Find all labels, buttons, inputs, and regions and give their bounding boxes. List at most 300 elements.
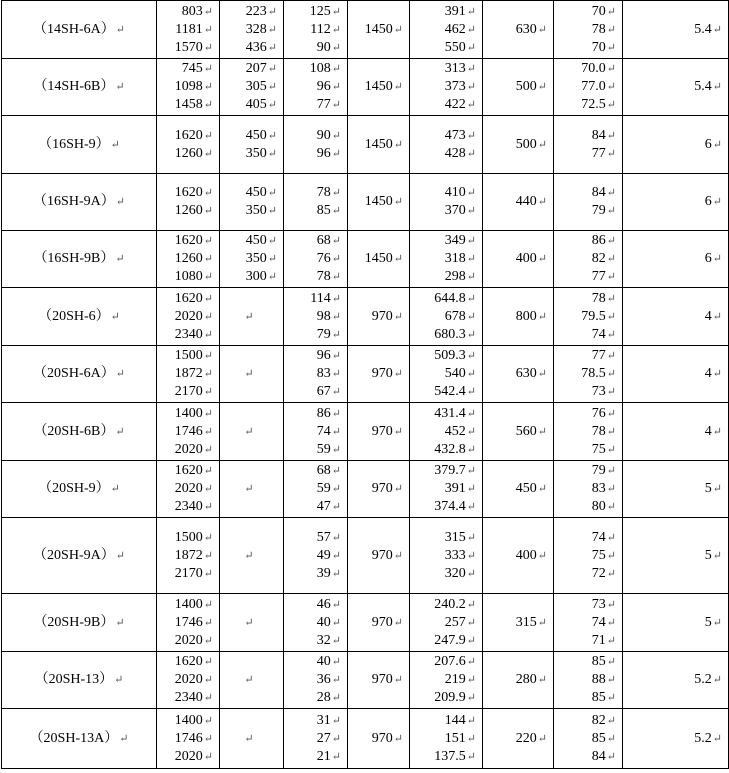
paragraph-mark-icon: ↵	[606, 271, 616, 283]
model-cell-text: （20SH-13A）	[29, 730, 119, 746]
head-cell-value	[284, 383, 341, 401]
efficiency-cell-value	[554, 145, 616, 163]
table-body	[2, 1, 729, 769]
flow-ls-cell-text: 450	[245, 185, 267, 200]
paragraph-mark-icon: ↵	[331, 407, 341, 420]
power-cell-value	[410, 60, 476, 78]
power-cell	[410, 652, 483, 709]
paragraph-mark-icon: ↵	[537, 732, 547, 745]
model-cell-text: （20SH-6B）	[33, 423, 115, 439]
head-cell	[284, 461, 348, 518]
paragraph-mark-icon: ↵	[203, 205, 213, 217]
flow-m3h-cell-value	[157, 614, 213, 632]
npsh-cell-value	[623, 365, 722, 383]
efficiency-cell-text: 77	[591, 269, 606, 284]
motor-power-cell	[483, 403, 554, 461]
efficiency-cell	[554, 288, 623, 346]
head-cell-text: 40	[316, 654, 331, 669]
paragraph-mark-icon: ↵	[606, 598, 616, 611]
power-cell-text: 207.6	[434, 654, 466, 669]
paragraph-mark-icon: ↵	[203, 483, 213, 495]
motor-power-cell	[483, 518, 554, 594]
efficiency-cell	[554, 594, 623, 652]
npsh-cell-value	[623, 78, 722, 96]
paragraph-mark-icon: ↵	[606, 674, 616, 686]
table-row	[2, 346, 729, 403]
paragraph-mark-icon: ↵	[606, 41, 616, 54]
model-cell	[2, 594, 157, 652]
power-cell-text: 151	[444, 730, 466, 746]
power-cell-value	[410, 614, 476, 632]
flow-m3h-cell-value	[157, 596, 213, 614]
paragraph-mark-icon: ↵	[331, 350, 341, 362]
paragraph-mark-icon: ↵	[203, 23, 213, 36]
power-cell-text: 431.4	[434, 405, 466, 421]
paragraph-mark-icon: ↵	[331, 205, 341, 217]
head-cell-text: 96	[316, 145, 331, 161]
paragraph-mark-icon: ↵	[606, 714, 616, 727]
efficiency-cell-text: 84	[591, 127, 606, 143]
power-cell-value	[410, 127, 476, 145]
paragraph-mark-icon: ↵	[466, 598, 476, 611]
flow-m3h-cell-text: 803	[181, 3, 203, 19]
npsh-cell-text: 5.2	[694, 730, 712, 746]
flow-ls-cell-value	[220, 184, 277, 202]
flow-ls-cell	[220, 403, 284, 461]
head-cell-text: 57	[316, 529, 331, 545]
head-cell-text: 21	[316, 748, 331, 764]
head-cell-text: 47	[316, 499, 331, 514]
efficiency-cell-value	[554, 202, 616, 220]
flow-m3h-cell-text: 1620	[174, 290, 203, 306]
flow-m3h-cell-value	[157, 748, 213, 766]
paragraph-mark-icon: ↵	[466, 147, 476, 160]
paragraph-mark-icon: ↵	[712, 616, 722, 629]
efficiency-cell-text: 74	[591, 326, 606, 342]
paragraph-mark-icon: ↵	[537, 253, 547, 265]
paragraph-mark-icon: ↵	[393, 23, 403, 36]
head-cell-text: 46	[316, 596, 331, 612]
motor-power-cell-value	[483, 671, 547, 689]
power-cell-text: 462	[444, 21, 466, 37]
efficiency-cell	[554, 652, 623, 709]
head-cell-value	[284, 423, 341, 441]
model-cell	[2, 288, 157, 346]
efficiency-cell-value	[554, 78, 616, 96]
efficiency-cell-text: 75	[591, 547, 606, 563]
head-cell-text: 112	[310, 21, 331, 37]
paragraph-mark-icon: ↵	[331, 99, 341, 111]
paragraph-mark-icon: ↵	[203, 292, 213, 305]
efficiency-cell-value	[554, 365, 616, 383]
power-cell-text: 422	[444, 97, 466, 112]
head-cell-value	[284, 480, 341, 498]
paragraph-mark-icon: ↵	[267, 5, 277, 18]
model-cell	[2, 116, 157, 174]
model-cell-text: （20SH-9）	[38, 481, 110, 496]
paragraph-mark-icon: ↵	[466, 271, 476, 283]
head-cell-value	[284, 232, 341, 250]
speed-cell-value	[348, 78, 403, 96]
speed-cell-text: 1450	[364, 79, 393, 94]
model-cell	[2, 403, 157, 461]
power-cell-value	[410, 423, 476, 441]
paragraph-mark-icon: ↵	[267, 23, 277, 36]
npsh-cell-text: 6	[704, 251, 712, 266]
power-cell-value	[410, 529, 476, 547]
flow-m3h-cell	[157, 461, 220, 518]
paragraph-mark-icon: ↵	[331, 129, 341, 142]
power-cell-text: 452	[444, 423, 466, 439]
npsh-cell	[623, 59, 729, 116]
head-cell	[284, 231, 348, 288]
efficiency-cell-value	[554, 565, 616, 583]
flow-m3h-cell-text: 2020	[174, 308, 203, 324]
speed-cell-text: 970	[371, 547, 393, 563]
power-cell	[410, 594, 483, 652]
paragraph-mark-icon: ↵	[203, 634, 213, 647]
paragraph-mark-icon: ↵	[466, 292, 476, 305]
paragraph-mark-icon: ↵	[244, 483, 254, 495]
speed-cell-text: 1450	[364, 251, 393, 266]
power-cell-text: 644.8	[434, 290, 466, 306]
paragraph-mark-icon: ↵	[393, 483, 403, 495]
paragraph-mark-icon: ↵	[466, 656, 476, 668]
speed-cell-value	[348, 614, 403, 632]
flow-m3h-cell-text: 1260	[174, 203, 203, 218]
motor-power-cell	[483, 174, 554, 231]
flow-m3h-cell	[157, 403, 220, 461]
flow-m3h-cell-value	[157, 547, 213, 565]
flow-ls-cell-text: 207	[245, 61, 267, 76]
paragraph-mark-icon: ↵	[331, 386, 341, 398]
paragraph-mark-icon: ↵	[466, 674, 476, 686]
npsh-cell-value	[623, 21, 722, 39]
flow-m3h-cell-value	[157, 3, 213, 21]
paragraph-mark-icon: ↵	[331, 465, 341, 477]
paragraph-mark-icon: ↵	[203, 5, 213, 18]
paragraph-mark-icon: ↵	[267, 187, 277, 199]
efficiency-cell-value	[554, 748, 616, 766]
npsh-cell	[623, 461, 729, 518]
npsh-cell-text: 5.2	[694, 672, 712, 687]
paragraph-mark-icon: ↵	[606, 567, 616, 580]
paragraph-mark-icon: ↵	[606, 205, 616, 217]
motor-power-cell-text: 400	[515, 547, 537, 563]
paragraph-mark-icon: ↵	[537, 425, 547, 438]
efficiency-cell-value	[554, 347, 616, 365]
flow-m3h-cell	[157, 116, 220, 174]
motor-power-cell-text: 280	[515, 672, 537, 687]
power-cell-value	[410, 547, 476, 565]
table-row	[2, 288, 729, 346]
head-cell-text: 85	[316, 203, 331, 218]
paragraph-mark-icon: ↵	[606, 350, 616, 362]
motor-power-cell	[483, 1, 554, 59]
npsh-cell	[623, 231, 729, 288]
speed-cell	[348, 116, 410, 174]
speed-cell-text: 970	[371, 366, 393, 381]
power-cell-text: 318	[444, 251, 466, 266]
efficiency-cell-text: 74	[591, 529, 606, 545]
paragraph-mark-icon: ↵	[203, 501, 213, 513]
power-cell-value	[410, 712, 476, 730]
paragraph-mark-icon: ↵	[466, 750, 476, 763]
motor-power-cell-text: 220	[515, 730, 537, 746]
head-cell-value	[284, 712, 341, 730]
power-cell-value	[410, 596, 476, 614]
npsh-cell-text: 5.4	[694, 79, 712, 94]
flow-m3h-cell-text: 1260	[174, 251, 203, 266]
power-cell-value	[410, 441, 476, 459]
npsh-cell-value	[623, 193, 722, 211]
head-cell	[284, 652, 348, 709]
paragraph-mark-icon: ↵	[466, 129, 476, 142]
efficiency-cell-value	[554, 3, 616, 21]
paragraph-mark-icon: ↵	[203, 443, 213, 456]
flow-ls-cell-text: 450	[245, 127, 267, 143]
head-cell-value	[284, 96, 341, 114]
flow-m3h-cell-value	[157, 423, 213, 441]
paragraph-mark-icon: ↵	[203, 350, 213, 362]
head-cell-value	[284, 3, 341, 21]
power-cell	[410, 709, 483, 769]
head-cell-value	[284, 127, 341, 145]
power-cell-text: 473	[444, 127, 466, 143]
paragraph-mark-icon: ↵	[267, 271, 277, 283]
npsh-cell-text: 6	[704, 136, 712, 152]
head-cell-text: 68	[316, 233, 331, 248]
head-cell-value	[284, 689, 341, 707]
head-cell-value	[284, 21, 341, 39]
speed-cell	[348, 59, 410, 116]
flow-m3h-cell-text: 1260	[174, 145, 203, 161]
power-cell-text: 542.4	[434, 384, 466, 399]
paragraph-mark-icon: ↵	[203, 235, 213, 247]
motor-power-cell-text: 440	[515, 194, 537, 209]
flow-ls-cell-text: 300	[245, 269, 267, 284]
flow-m3h-cell-value	[157, 480, 213, 498]
power-cell	[410, 59, 483, 116]
paragraph-mark-icon: ↵	[537, 483, 547, 495]
speed-cell	[348, 403, 410, 461]
flow-ls-cell-text: 350	[245, 145, 267, 161]
head-cell-text: 108	[309, 61, 331, 76]
power-cell-value	[410, 480, 476, 498]
paragraph-mark-icon: ↵	[203, 187, 213, 199]
paragraph-mark-icon: ↵	[203, 386, 213, 398]
power-cell	[410, 288, 483, 346]
head-cell-text: 67	[316, 384, 331, 399]
npsh-cell	[623, 652, 729, 709]
power-cell-text: 540	[444, 366, 466, 381]
paragraph-mark-icon: ↵	[203, 328, 213, 341]
model-cell-text: （16SH-9B）	[33, 251, 115, 266]
table-row	[2, 59, 729, 116]
npsh-cell-value	[623, 547, 722, 565]
head-cell-value	[284, 308, 341, 326]
flow-m3h-cell	[157, 518, 220, 594]
flow-m3h-cell-text: 2340	[174, 499, 203, 514]
efficiency-cell-value	[554, 232, 616, 250]
paragraph-mark-icon: ↵	[203, 656, 213, 668]
paragraph-mark-icon: ↵	[244, 310, 254, 323]
speed-cell-text: 1450	[364, 21, 393, 37]
efficiency-cell-value	[554, 689, 616, 707]
flow-ls-cell-text: 436	[245, 39, 267, 55]
paragraph-mark-icon: ↵	[393, 138, 403, 151]
paragraph-mark-icon: ↵	[606, 129, 616, 142]
efficiency-cell-text: 79.5	[581, 308, 606, 324]
paragraph-mark-icon: ↵	[203, 750, 213, 763]
motor-power-cell	[483, 461, 554, 518]
paragraph-mark-icon: ↵	[606, 99, 616, 111]
paragraph-mark-icon: ↵	[331, 81, 341, 93]
power-cell-value	[410, 184, 476, 202]
head-cell-text: 40	[316, 614, 331, 630]
paragraph-mark-icon: ↵	[331, 674, 341, 686]
model-cell-text: （20SH-6）	[38, 308, 110, 324]
head-cell-text: 98	[316, 308, 331, 324]
speed-cell-value	[348, 423, 403, 441]
motor-power-cell-text: 630	[515, 21, 537, 37]
efficiency-cell-text: 74	[591, 614, 606, 630]
power-cell-value	[410, 268, 476, 286]
paragraph-mark-icon: ↵	[115, 81, 125, 93]
paragraph-mark-icon: ↵	[606, 465, 616, 477]
power-cell	[410, 116, 483, 174]
power-cell	[410, 231, 483, 288]
efficiency-cell-value	[554, 730, 616, 748]
flow-m3h-cell-text: 1872	[174, 366, 203, 381]
power-cell-text: 247.9	[434, 632, 466, 648]
efficiency-cell	[554, 174, 623, 231]
power-cell-text: 313	[444, 61, 466, 76]
head-cell-value	[284, 529, 341, 547]
table-row	[2, 594, 729, 652]
power-cell-value	[410, 347, 476, 365]
power-cell-value	[410, 232, 476, 250]
head-cell-text: 79	[316, 326, 331, 342]
power-cell-text: 320	[444, 565, 466, 581]
efficiency-cell	[554, 518, 623, 594]
efficiency-cell-text: 73	[591, 384, 606, 399]
paragraph-mark-icon: ↵	[331, 187, 341, 199]
flow-ls-cell-value	[220, 78, 277, 96]
efficiency-cell-text: 70.0	[581, 61, 606, 76]
paragraph-mark-icon: ↵	[331, 235, 341, 247]
speed-cell-text: 1450	[364, 194, 393, 209]
head-cell-value	[284, 145, 341, 163]
paragraph-mark-icon: ↵	[267, 63, 277, 75]
power-cell-value	[410, 3, 476, 21]
head-cell-text: 125	[309, 3, 331, 19]
efficiency-cell-value	[554, 547, 616, 565]
model-cell-value	[2, 136, 156, 154]
head-cell-text: 96	[316, 79, 331, 94]
paragraph-mark-icon: ↵	[466, 350, 476, 362]
efficiency-cell-text: 71	[591, 632, 606, 648]
paragraph-mark-icon: ↵	[110, 138, 120, 151]
flow-ls-cell-value	[220, 145, 277, 163]
efficiency-cell-value	[554, 184, 616, 202]
paragraph-mark-icon: ↵	[712, 483, 722, 495]
flow-m3h-cell	[157, 231, 220, 288]
paragraph-mark-icon: ↵	[466, 531, 476, 544]
model-cell	[2, 346, 157, 403]
flow-m3h-cell	[157, 346, 220, 403]
flow-m3h-cell-text: 2020	[174, 632, 203, 648]
model-cell-text: （20SH-6A）	[33, 366, 115, 381]
speed-cell-text: 970	[371, 481, 393, 496]
paragraph-mark-icon: ↵	[537, 549, 547, 562]
paragraph-mark-icon: ↵	[203, 310, 213, 323]
paragraph-mark-icon: ↵	[331, 656, 341, 668]
flow-m3h-cell	[157, 288, 220, 346]
efficiency-cell-value	[554, 383, 616, 401]
head-cell-text: 39	[316, 565, 331, 581]
paragraph-mark-icon: ↵	[267, 147, 277, 160]
paragraph-mark-icon: ↵	[203, 598, 213, 611]
paragraph-mark-icon: ↵	[203, 692, 213, 704]
npsh-cell	[623, 709, 729, 769]
power-cell-value	[410, 383, 476, 401]
flow-ls-cell-value	[220, 202, 277, 220]
efficiency-cell-text: 78	[591, 423, 606, 439]
speed-cell-value	[348, 365, 403, 383]
paragraph-mark-icon: ↵	[606, 310, 616, 323]
paragraph-mark-icon: ↵	[331, 292, 341, 305]
paragraph-mark-icon: ↵	[466, 483, 476, 495]
flow-m3h-cell-value	[157, 250, 213, 268]
model-cell-value	[2, 730, 156, 748]
head-cell-value	[284, 326, 341, 344]
npsh-cell-value	[623, 480, 722, 498]
head-cell-value	[284, 405, 341, 423]
efficiency-cell-text: 76	[591, 405, 606, 421]
head-cell-value	[284, 748, 341, 766]
head-cell	[284, 1, 348, 59]
efficiency-cell-value	[554, 21, 616, 39]
speed-cell-value	[348, 136, 403, 154]
table-row	[2, 403, 729, 461]
paragraph-mark-icon: ↵	[712, 425, 722, 438]
head-cell-value	[284, 671, 341, 689]
flow-m3h-cell-value	[157, 39, 213, 57]
model-cell-text: （14SH-6B）	[33, 79, 115, 94]
head-cell	[284, 518, 348, 594]
npsh-cell	[623, 116, 729, 174]
npsh-cell	[623, 518, 729, 594]
head-cell-text: 27	[316, 730, 331, 746]
flow-ls-cell	[220, 116, 284, 174]
flow-m3h-cell-text: 1620	[174, 127, 203, 143]
efficiency-cell-text: 82	[591, 251, 606, 266]
paragraph-mark-icon: ↵	[331, 567, 341, 580]
paragraph-mark-icon: ↵	[203, 63, 213, 75]
speed-cell	[348, 652, 410, 709]
flow-m3h-cell-text: 2020	[174, 481, 203, 496]
efficiency-cell-value	[554, 462, 616, 480]
model-cell-value	[2, 21, 156, 39]
speed-cell-text: 1450	[364, 136, 393, 152]
flow-m3h-cell-value	[157, 202, 213, 220]
paragraph-mark-icon: ↵	[537, 81, 547, 93]
head-cell-text: 78	[316, 185, 331, 200]
power-cell-text: 298	[444, 269, 466, 284]
power-cell-text: 240.2	[434, 596, 466, 612]
paragraph-mark-icon: ↵	[203, 271, 213, 283]
